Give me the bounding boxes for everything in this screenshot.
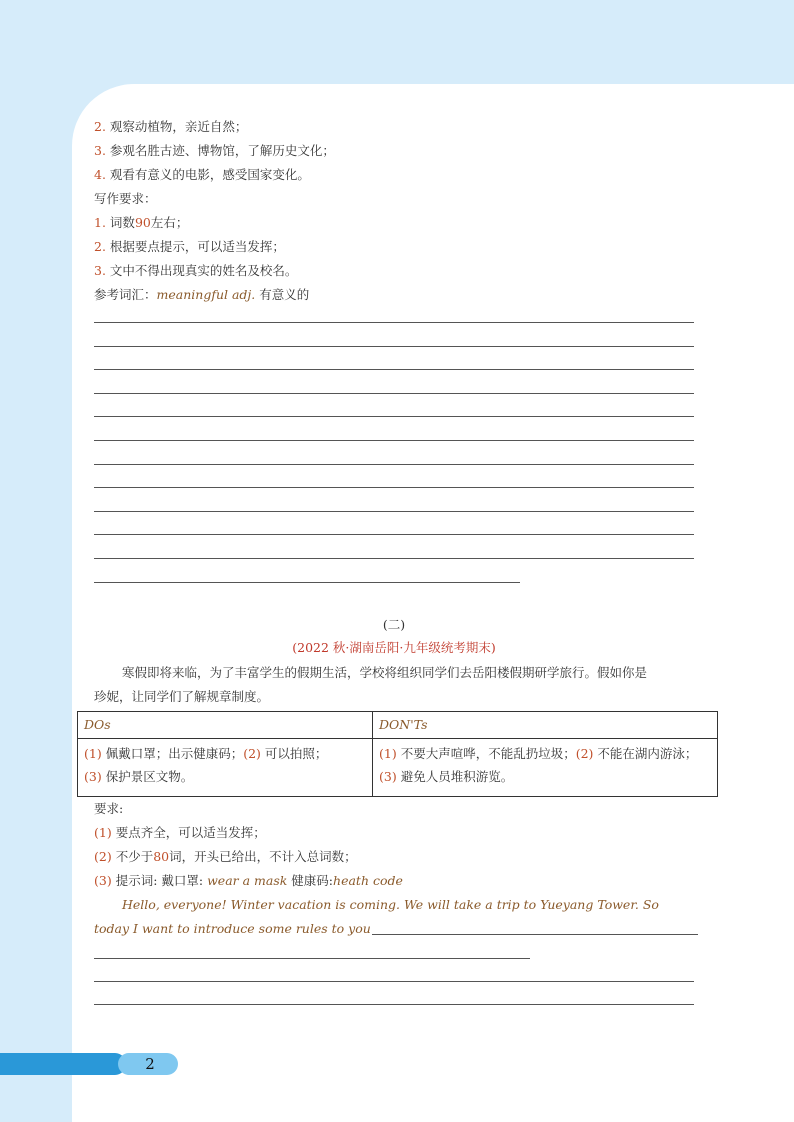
requirement-3 xyxy=(94,263,297,279)
requirements-title: 要求: xyxy=(94,801,124,816)
writing-line[interactable] xyxy=(94,369,694,370)
requirement-number: (1) xyxy=(94,825,112,840)
word-count: 80 xyxy=(153,849,170,864)
rule-text: 佩戴口罩；出示健康码； xyxy=(105,746,244,761)
rule-number: (2) xyxy=(575,746,594,761)
donts-header: DON'Ts xyxy=(379,717,428,732)
top-band xyxy=(0,0,794,90)
hint-label: 提示词: 戴口罩: xyxy=(115,873,204,888)
page-number-bar xyxy=(0,1053,126,1075)
requirement-1 xyxy=(94,215,188,231)
point-number: 2. xyxy=(94,119,106,134)
dos-cell xyxy=(78,739,373,797)
rule-text: 不能在湖内游泳； xyxy=(597,746,698,761)
writing-line[interactable] xyxy=(94,322,694,323)
dos-header-cell xyxy=(78,712,373,739)
writing-line[interactable] xyxy=(94,582,520,583)
requirement-number: 3. xyxy=(94,263,106,278)
point-3 xyxy=(94,143,335,159)
requirement-number: (2) xyxy=(94,849,112,864)
hint-english: wear a mask xyxy=(207,873,288,888)
writing-line[interactable] xyxy=(94,416,694,417)
point-2 xyxy=(94,119,247,135)
point-text: 参观名胜古迹、博物馆，了解历史文化； xyxy=(109,143,335,158)
donts-header-cell xyxy=(373,712,718,739)
requirement-number: 1. xyxy=(94,215,106,230)
intro-line-1: 寒假即将来临，为了丰富学生的假期生活，学校将组织同学们去岳阳楼假期研学旅行。假如你是 xyxy=(122,665,648,680)
writing-line[interactable] xyxy=(94,1004,694,1005)
requirement-2 xyxy=(94,849,357,865)
dos-header: DOs xyxy=(84,717,111,732)
rule-number: (3) xyxy=(84,769,102,784)
dos-line-1 xyxy=(84,742,366,765)
hint-words xyxy=(94,873,403,889)
writing-line[interactable] xyxy=(94,464,694,465)
rule-number: (2) xyxy=(243,746,261,761)
rules-table xyxy=(77,711,718,797)
rule-text: 保护景区文物。 xyxy=(105,769,194,784)
rule-text: 避免人员堆积游览。 xyxy=(400,769,514,784)
requirement-number: 2. xyxy=(94,239,106,254)
writing-line[interactable] xyxy=(94,534,694,535)
point-number: 3. xyxy=(94,143,106,158)
writing-line[interactable] xyxy=(94,958,530,959)
page-number: 2 xyxy=(145,1055,155,1073)
rule-number: (1) xyxy=(84,746,102,761)
rule-number: (3) xyxy=(379,769,397,784)
donts-line-2 xyxy=(379,765,711,788)
vocab-label: 参考词汇： xyxy=(94,287,157,302)
requirement-text: 要点齐全，可以适当发挥； xyxy=(115,825,266,840)
dos-line-2 xyxy=(84,765,366,788)
hint-label: 健康码: xyxy=(291,873,334,888)
requirement-text: 词数 xyxy=(109,215,135,230)
writing-line[interactable] xyxy=(94,346,694,347)
opening-line-1: Hello, everyone! Winter vacation is coming. We will take a trip to Yueyang Tower. So xyxy=(122,897,659,912)
writing-line[interactable] xyxy=(94,440,694,441)
rule-text: 可以拍照； xyxy=(264,746,328,761)
writing-line[interactable] xyxy=(94,487,694,488)
hint-english: heath code xyxy=(333,873,403,888)
point-text: 观察动植物，亲近自然； xyxy=(109,119,248,134)
rule-text: 不要大声喧哗，不能乱扔垃圾； xyxy=(400,746,576,761)
requirement-2 xyxy=(94,239,285,255)
opening-line-2: today I want to introduce some rules to you xyxy=(94,921,371,936)
point-4 xyxy=(94,167,310,183)
point-text: 观看有意义的电影，感受国家变化。 xyxy=(109,167,310,182)
requirement-1 xyxy=(94,825,266,841)
section-heading: (二) xyxy=(382,617,406,632)
word-count: 90 xyxy=(134,215,151,230)
writing-line[interactable] xyxy=(94,558,694,559)
requirement-text: 根据要点提示，可以适当发挥； xyxy=(109,239,285,254)
rule-number: (1) xyxy=(379,746,397,761)
writing-line[interactable] xyxy=(94,393,694,394)
writing-line[interactable] xyxy=(94,981,694,982)
requirement-text: 不少于 xyxy=(115,849,154,864)
point-number: 4. xyxy=(94,167,106,182)
requirement-text: 词，开头已给出，不计入总词数； xyxy=(169,849,357,864)
vocab-chinese: 有意义的 xyxy=(259,287,310,302)
requirement-text: 文中不得出现真实的姓名及校名。 xyxy=(109,263,298,278)
requirement-text: 左右； xyxy=(150,215,189,230)
donts-line-1 xyxy=(379,742,711,765)
reference-vocabulary xyxy=(94,287,309,303)
writing-line[interactable] xyxy=(372,934,698,935)
question-source: (2022 秋·湖南岳阳·九年级统考期末) xyxy=(292,640,496,655)
writing-line[interactable] xyxy=(94,511,694,512)
requirement-number: (3) xyxy=(94,873,112,888)
intro-line-2: 珍妮，让同学们了解规章制度。 xyxy=(94,689,270,704)
table-body-row xyxy=(78,739,718,797)
writing-requirements-title: 写作要求： xyxy=(94,191,157,206)
donts-cell xyxy=(373,739,718,797)
vocab-english: meaningful adj. xyxy=(156,287,256,302)
table-header-row xyxy=(78,712,718,739)
